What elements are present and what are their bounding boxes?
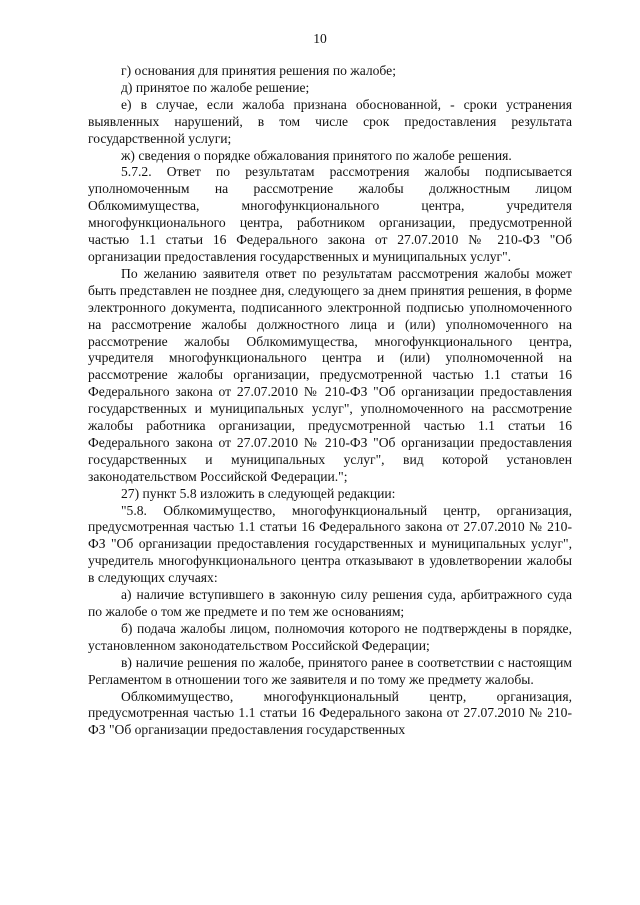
item-v-prior-decision: в) наличие решения по жалобе, принятого ранее в соответствии с настоящим Регламентом в отношении того же заявителя и по тому же предмету жалобы.: [88, 654, 572, 687]
electronic-response-paragraph: По желанию заявителя ответ по результатам рассмотрения жалобы может быть представлен не позднее дня, следующего за днем принятия решения, в форме электронного документа, подписанного электронной подписью уполномоченного на рассмотрение жалобы должностного лица и (или) уполномоченного на рассмотрение жалобы Облкомимущества, многофункционального центра, учредителя многофункционального центра и (или) уполномоченной на рассмотрение жалобы организации, предусмотренной частью 1.1 статьи 16 Федерального закона от 27.07.2010 № 210-ФЗ "Об организации предоставления государственных и муниципальных услуг", уполномоченного на рассмотрение жалобы работника организации, предусмотренной частью 1.1 статьи 16 Федерального закона от 27.07.2010 № 210-ФЗ "Об организации предоставления государственных и муниципальных услуг", вид которой установлен законодательством Российской Федерации.";: [88, 265, 572, 484]
item-b-unconfirmed-authority: б) подача жалобы лицом, полномочия которого не подтверждены в порядке, установленном законодательством Российской Федерации;: [88, 620, 572, 653]
document-body: [88, 63, 572, 739]
item-a-court-decision: а) наличие вступившего в законную силу решения суда, арбитражного суда по жалобе о том же предмете и по тем же основаниям;: [88, 587, 572, 619]
item-e-remedy-terms: е) в случае, если жалоба признана обоснованной, - сроки устранения выявленных нарушений, в том числе срок предоставления результата государственной услуги;: [88, 96, 572, 146]
item-zh-appeal-procedure: ж) сведения о порядке обжалования принятого по жалобе решения.: [121, 147, 512, 163]
item-d-decision: д) принятое по жалобе решение;: [121, 79, 310, 95]
item-g-grounds: г) основания для принятия решения по жалобе;: [121, 63, 396, 78]
clause-5-8: "5.8. Облкомимущество, многофункциональный центр, организация, предусмотренная частью 1.1 статьи 16 Федерального закона от 27.07.2010 № 210-ФЗ "Об организации предоставления государственных и муниципальных услуг", учредитель многофункционального центра отказывают в удовлетворении жалобы в следующих случаях:: [88, 502, 572, 586]
closing-paragraph: Облкомимущество, многофункциональный центр, организация, предусмотренная частью 1.1 статьи 16 Федерального закона от 27.07.2010 № 210-ФЗ "Об организации предоставления государственных: [88, 688, 572, 738]
page-number: 10: [313, 31, 327, 46]
amendment-item-27: 27) пункт 5.8 изложить в следующей редакции:: [121, 485, 396, 501]
clause-5-7-2: 5.7.2. Ответ по результатам рассмотрения жалобы подписывается уполномоченным на рассмотрение жалобы должностным лицом Облкомимущества, многофункционального центра, учредителя многофункционального центра, работником организации, предусмотренной частью 1.1 статьи 16 Федерального закона от 27.07.2010 № 210-ФЗ "Об организации предоставления государственных и муниципальных услуг".: [88, 164, 572, 264]
